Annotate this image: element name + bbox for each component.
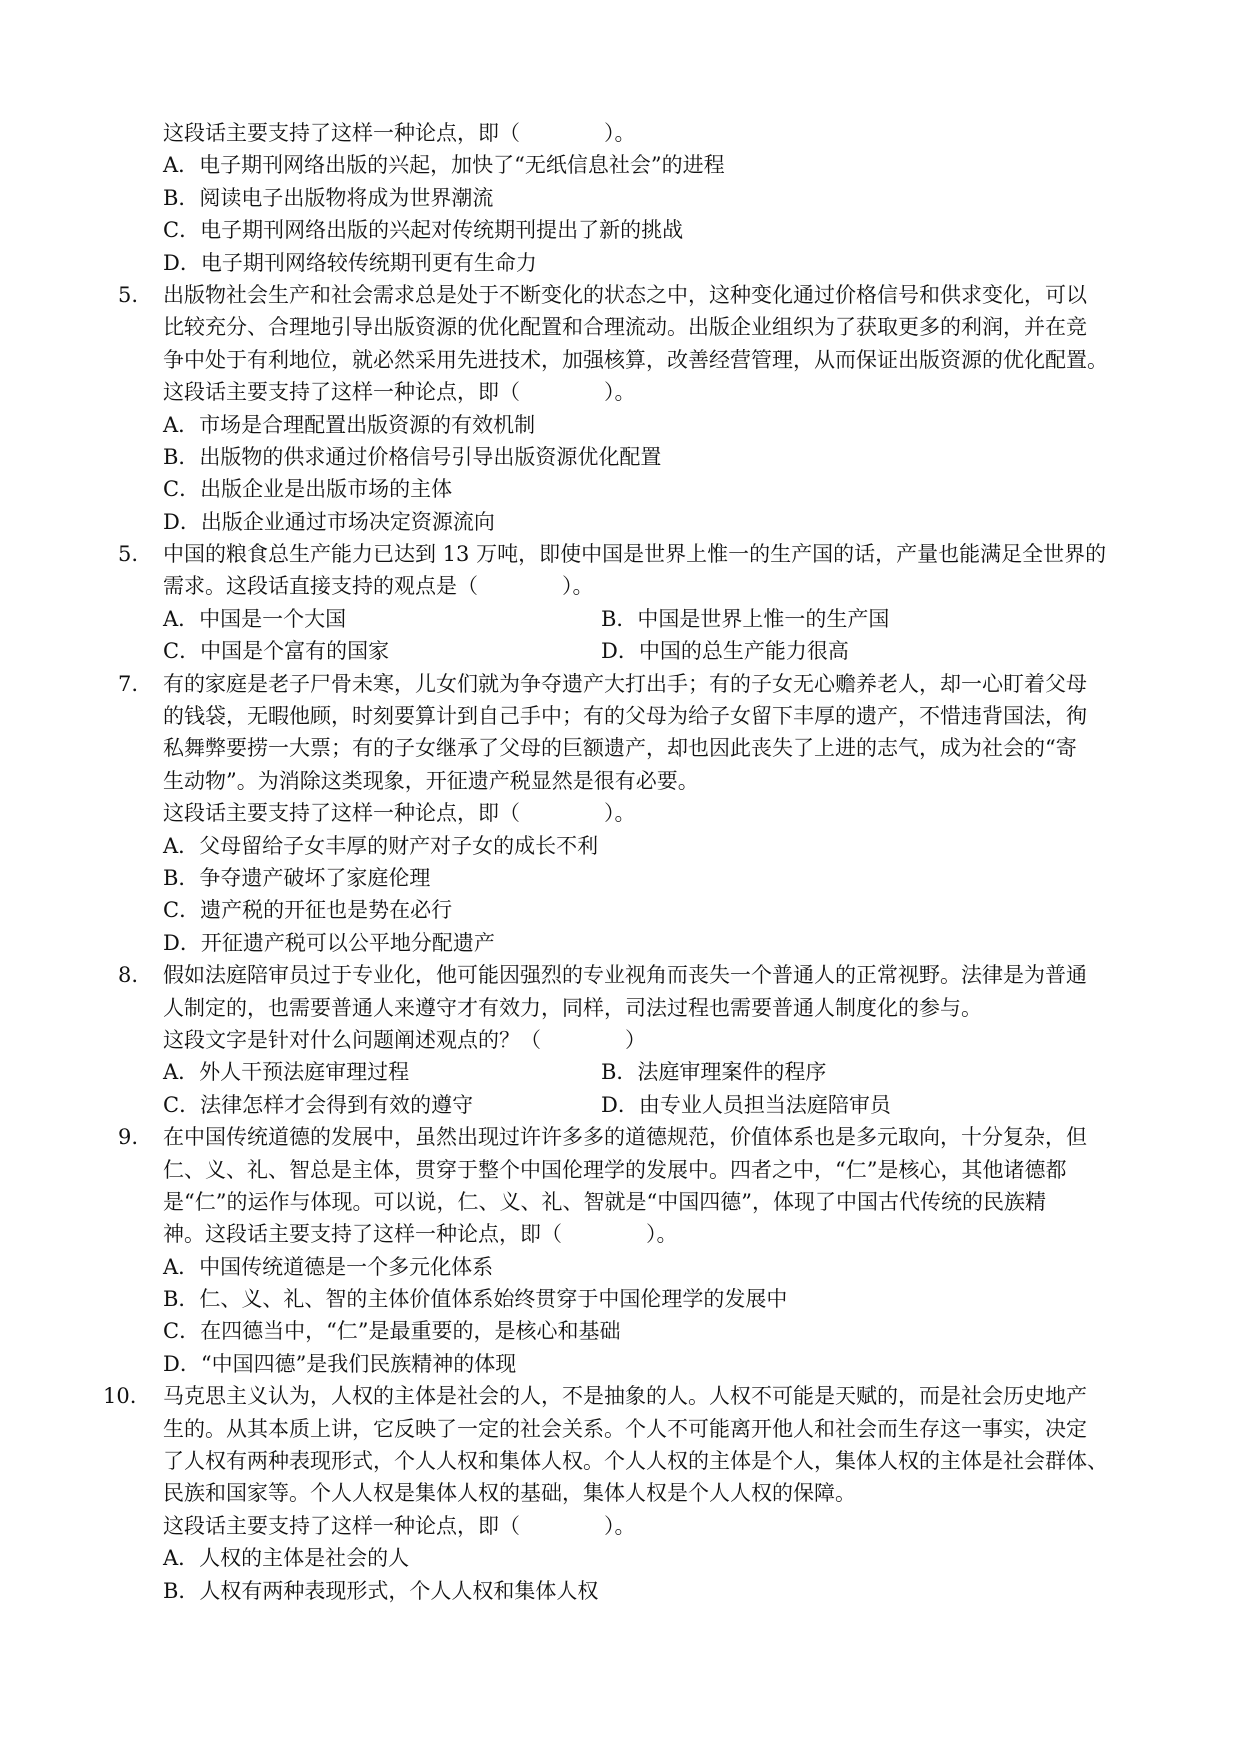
option-d: D．“中国四德”是我们民族精神的体现 <box>163 1351 517 1376</box>
option-a: A．人权的主体是社会的人 <box>163 1546 410 1571</box>
option-d: D．开征遗产税可以公平地分配遗产 <box>163 930 495 955</box>
question-item <box>103 1380 1130 1607</box>
question-line: 人制定的，也需要普通人来遵守才有效力，同样，司法过程也需要普通人制度化的参与。 <box>163 995 982 1020</box>
question-item <box>118 668 1130 960</box>
question-line: 假如法庭陪审员过于专业化，他可能因强烈的专业视角而丧失一个普通人的正常视野。法律是为普通 <box>163 963 1087 988</box>
option-b: B．仁、义、礼、智的主体价值体系始终贯穿于中国伦理学的发展中 <box>163 1287 788 1312</box>
option-d: D．出版企业通过市场决定资源流向 <box>163 509 495 534</box>
option-b: B．人权有两种表现形式，个人人权和集体人权 <box>163 1578 599 1603</box>
question-list <box>103 117 1130 1607</box>
question-line: 是“仁”的运作与体现。可以说，仁、义、礼、智就是“中国四德”，体现了中国古代传统的民族精 <box>163 1189 1046 1214</box>
question-line: 仁、义、礼、智总是主体，贯穿于整个中国伦理学的发展中。四者之中，“仁”是核心，其他诸德都 <box>163 1157 1067 1182</box>
option-a: A．父母留给子女丰厚的财产对子女的成长不利 <box>163 833 599 858</box>
question-line: 出版物社会生产和社会需求总是处于不断变化的状态之中，这种变化通过价格信号和供求变化，可以 <box>163 282 1087 307</box>
option-b: B．出版物的供求通过价格信号引导出版资源优化配置 <box>163 444 662 469</box>
question-line: 有的家庭是老子尸骨未寒，儿女们就为争夺遗产大打出手；有的子女无心赡养老人，却一心盯着父母 <box>163 671 1087 696</box>
question-line: 民族和国家等。个人人权是集体人权的基础，集体人权是个人人权的保障。 <box>163 1481 856 1506</box>
question-number: 8. <box>118 963 139 988</box>
option-a: A．中国传统道德是一个多元化体系 <box>163 1254 494 1279</box>
question-prompt: 这段话主要支持了这样一种论点，即（ ）。 <box>163 121 636 145</box>
option-b: B．法庭审理案件的程序 <box>601 1060 827 1085</box>
option-d: D．由专业人员担当法庭陪审员 <box>601 1092 891 1117</box>
question-line: 了人权有两种表现形式，个人人权和集体人权。个人人权的主体是个人，集体人权的主体是社会群体、 <box>163 1449 1108 1474</box>
option-grid <box>163 1056 1130 1121</box>
question-prompt: 需求。这段话直接支持的观点是（ ）。 <box>163 574 594 599</box>
option-a: A．外人干预法庭审理过程 <box>163 1060 410 1085</box>
question-number: 5. <box>118 282 139 307</box>
question-prompt: 神。这段话主要支持了这样一种论点，即（ ）。 <box>163 1222 678 1247</box>
option-c: C．遗产税的开征也是势在必行 <box>163 898 453 923</box>
option-b: B．争夺遗产破坏了家庭伦理 <box>163 865 431 890</box>
question-prompt: 这段话主要支持了这样一种论点，即（ ）。 <box>163 801 636 826</box>
option-c: C．在四德当中，“仁”是最重要的，是核心和基础 <box>163 1319 621 1344</box>
question-item <box>118 959 1130 1121</box>
question-prompt: 这段文字是针对什么问题阐述观点的？（ ） <box>163 1027 646 1052</box>
option-b: B．阅读电子出版物将成为世界潮流 <box>163 185 494 210</box>
option-a: A．市场是合理配置出版资源的有效机制 <box>163 412 536 437</box>
question-prompt: 这段话主要支持了这样一种论点，即（ ）。 <box>163 380 636 405</box>
question-line: 的钱袋，无暇他顾，时刻要算计到自己手中；有的父母为给子女留下丰厚的遗产，不惜违背国法，徇 <box>163 704 1087 729</box>
question-line: 比较充分、合理地引导出版资源的优化配置和合理流动。出版企业组织为了获取更多的利润，并在竞 <box>163 315 1087 340</box>
question-number: 5. <box>118 542 139 567</box>
question-line: 中国的粮食总生产能力已达到 13 万吨，即使中国是世界上惟一的生产国的话，产量也能满足全世界的 <box>163 542 1107 567</box>
option-grid <box>163 603 1130 668</box>
option-a: A．电子期刊网络出版的兴起，加快了“无纸信息社会”的进程 <box>163 153 725 178</box>
question-number: 10. <box>103 1384 137 1409</box>
question-line: 私舞弊要捞一大票；有的子女继承了父母的巨额遗产，却也因此丧失了上进的志气，成为社会的“寄 <box>163 736 1077 761</box>
option-d: D．电子期刊网络较传统期刊更有生命力 <box>163 250 537 275</box>
question-number: 9. <box>118 1125 139 1150</box>
question-line: 在中国传统道德的发展中，虽然出现过许许多多的道德规范，价值体系也是多元取向，十分复杂，但 <box>163 1125 1087 1150</box>
question-line: 马克思主义认为，人权的主体是社会的人，不是抽象的人。人权不可能是天赋的，而是社会历史地产 <box>163 1384 1087 1409</box>
option-c: C．中国是个富有的国家 <box>163 639 390 664</box>
option-b: B．中国是世界上惟一的生产国 <box>601 606 890 631</box>
question-item <box>118 279 1130 538</box>
question-line: 生动物”。为消除这类现象，开征遗产税显然是很有必要。 <box>163 768 699 793</box>
option-c: C．法律怎样才会得到有效的遵守 <box>163 1092 474 1117</box>
question-line: 生的。从其本质上讲，它反映了一定的社会关系。个人不可能离开他人和社会而生存这一事实，决定 <box>163 1416 1087 1441</box>
option-a: A．中国是一个大国 <box>163 606 347 631</box>
question-fragment <box>118 117 1130 279</box>
question-item <box>118 538 1130 668</box>
option-d: D．中国的总生产能力很高 <box>601 639 849 664</box>
question-prompt: 这段话主要支持了这样一种论点，即（ ）。 <box>163 1513 636 1538</box>
option-c: C．出版企业是出版市场的主体 <box>163 477 453 502</box>
question-item <box>118 1121 1130 1380</box>
question-number: 7. <box>118 671 139 696</box>
option-c: C．电子期刊网络出版的兴起对传统期刊提出了新的挑战 <box>163 218 684 243</box>
question-line: 争中处于有利地位，就必然采用先进技术，加强核算，改善经营管理，从而保证出版资源的优化配置。 <box>163 347 1108 372</box>
